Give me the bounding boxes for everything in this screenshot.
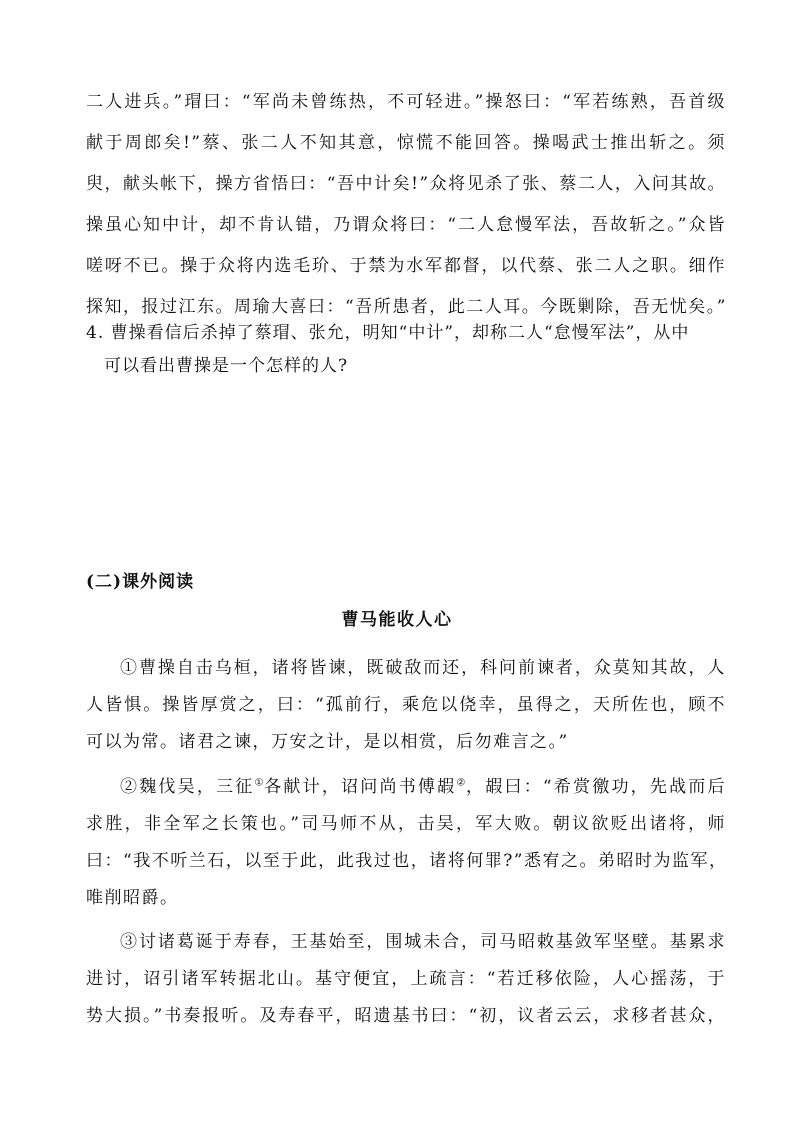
question-4-line-1: 4. 曹操看信后杀掉了蔡瑁、张允，明知“中计”，却称二人“怠慢军法”，从中: [86, 323, 690, 343]
paragraph-2-line-1-part-c: ，嘏曰：“希赏徼功，先战而后: [466, 777, 727, 797]
section-heading: (二)课外阅读: [86, 572, 195, 592]
paragraph-1-line-3: 可以为常。诸君之谏，万安之计，是以相赏，后勿难言之。”: [86, 732, 569, 752]
paragraph-2-line-1: [120, 775, 726, 799]
passage-line-6: 探知，报过江东。周瑜大喜曰：“吾所患者，此二人耳。今既剿除，吾无忧矣。”: [86, 297, 727, 317]
passage-line-5: 嗟呀不已。操于众将内选毛玠、于禁为水军都督，以代蔡、张二人之职。细作: [86, 256, 726, 276]
paragraph-2-line-3: 曰：“我不听兰石，以至于此，此我过也，诸将何罪?”悉宥之。弟昭时为监军，: [86, 851, 728, 871]
paragraph-2-line-4: 唯削昭爵。: [86, 888, 179, 908]
paragraph-3-line-3: 势大损。”书奏报听。及寿春平，昭遗基书曰：“初，议者云云，求移者甚众，: [86, 1006, 726, 1026]
footnote-marker-2: ②: [456, 777, 467, 789]
paragraph-3-line-2: 进讨，诏引诸军转据北山。基守便宜，上疏言：“若迁移依险，人心摇荡，于: [86, 969, 726, 989]
passage-line-4: 操虽心知中计，却不肯认错，乃谓众将曰：“二人怠慢军法，吾故斩之。”众皆: [86, 215, 726, 235]
paragraph-2-line-1-part-b: 各献计，诏问尚书傅嘏: [264, 777, 457, 797]
paragraph-3-line-1: ③讨诸葛诞于寿春，王基始至，围城未合，司马昭敕基敛军坚壁。基累求: [120, 932, 726, 952]
paragraph-1-line-2: 人皆惧。操皆厚赏之，曰：“孤前行，乘危以侥幸，虽得之，天所佐也，顾不: [86, 695, 726, 715]
paragraph-2-line-1-part-a: ②魏伐吴，三征: [120, 777, 255, 797]
article-title: 曹马能收人心: [341, 610, 453, 630]
paragraph-1-line-1: ①曹操自击乌桓，诸将皆谏，既破敌而还，科问前谏者，众莫知其故，人: [120, 658, 726, 678]
footnote-marker-1: ①: [254, 777, 265, 789]
passage-line-1: 二人进兵。”瑁曰：“军尚未曾练热，不可轻进。”操怒曰：“军若练熟，吾首级: [86, 92, 726, 112]
passage-line-3: 臾，献头帐下，操方省悟曰：“吾中计矣!”众将见杀了张、蔡二人，入问其故。: [86, 174, 726, 194]
paragraph-2-line-2: 求胜，非全军之长策也。”司马师不从，击吴，军大败。朝议欲贬出诸将，师: [86, 814, 726, 834]
passage-line-2: 献于周郎矣!”蔡、张二人不知其意，惊慌不能回答。操喝武士推出斩之。须: [86, 133, 726, 153]
question-4-line-2: 可以看出曹操是一个怎样的人?: [104, 356, 349, 376]
